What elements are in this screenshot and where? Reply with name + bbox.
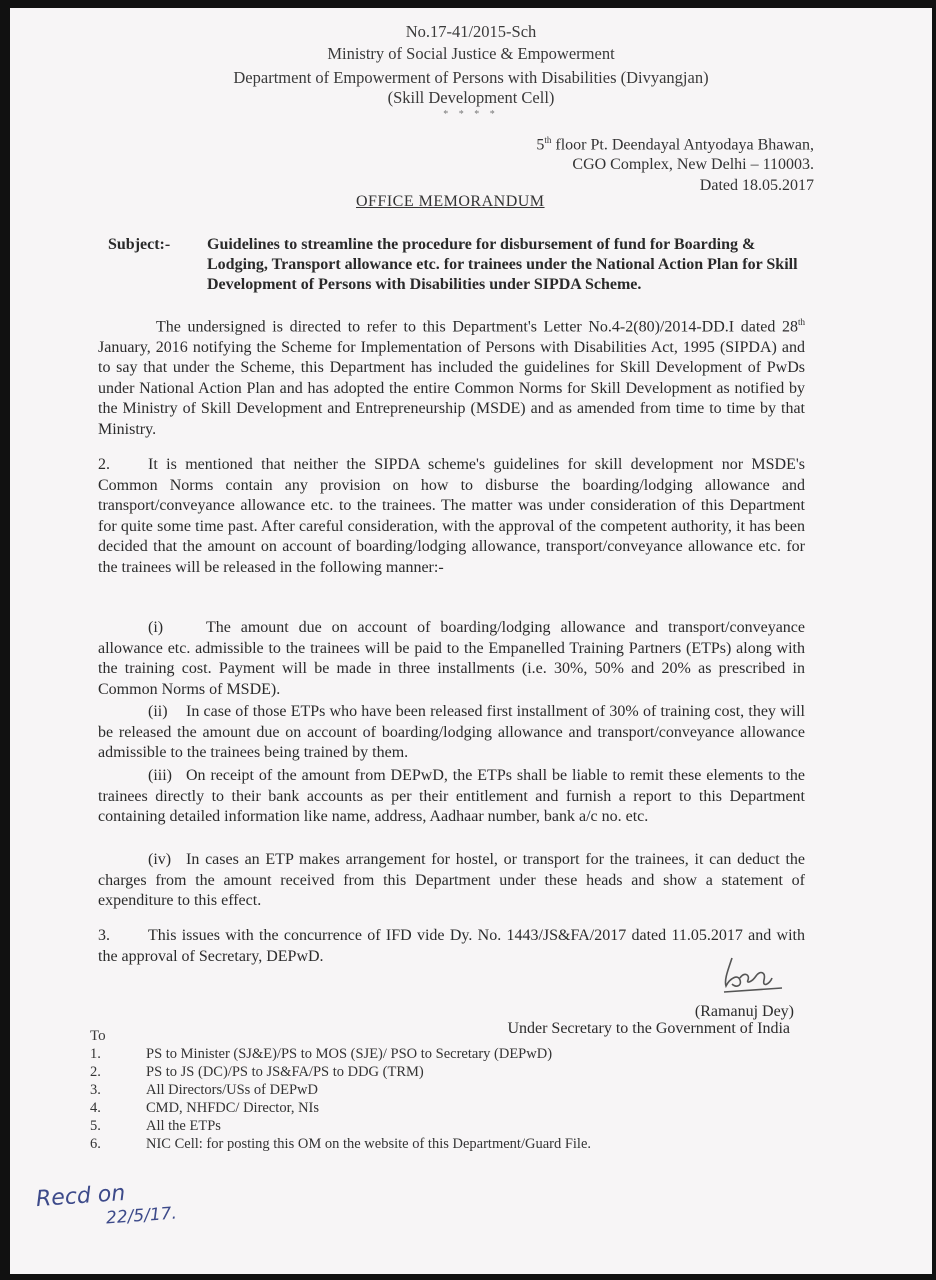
- distribution-item: 3. All Directors/USs of DEPwD: [90, 1082, 318, 1098]
- distribution-item: 2. PS to JS (DC)/PS to JS&FA/PS to DDG (TRM): [90, 1064, 424, 1080]
- paragraph-1: The undersigned is directed to refer to this Department's Letter No.4-2(80)/2014-DD.I dated 28th January, 2016 notifying the Scheme for Implementation of Persons with Disabilities Act, 1995 (SIPDA) and to say that under the Scheme, this Department has included the guidelines for Skill Development of PwDs under National Action Plan and has adopted the entire Common Norms for Skill Development as notified by the Ministry of Skill Development and Entrepreneurship (MSDE) and as amended from time to time by that Ministry.: [98, 317, 805, 438]
- memo-title: OFFICE MEMORANDUM: [356, 193, 545, 210]
- item-i: (i) The amount due on account of boarding/lodging allowance and transport/conveyance allowance etc. admissible to the trainees will be paid to the Empanelled Training Partners (ETPs) along with the training cost. Payment will be made in three installments (i.e. 30%, 50% and 20% as prescribed in Common Norms of MSDE).: [98, 619, 805, 698]
- distribution-item: 4. CMD, NHFDC/ Director, NIs: [90, 1100, 320, 1116]
- department-name: Department of Empowerment of Persons with Disabilities (Divyangjan): [233, 68, 709, 87]
- signatory-designation: Under Secretary to the Government of India: [507, 1020, 790, 1037]
- cell-name: (Skill Development Cell): [387, 88, 555, 107]
- ministry-name: Ministry of Social Justice & Empowerment: [327, 44, 615, 63]
- distribution-item: 6. NIC Cell: for posting this OM on the website of this Department/Guard File.: [90, 1136, 592, 1152]
- item-iv: (iv) In cases an ETP makes arrangement for hostel, or transport for the trainees, it can deduct the charges from the amount received from this Department under these heads and show a statement of expenditure to this effect.: [98, 851, 805, 909]
- paragraph-number: 2.: [98, 456, 110, 473]
- paragraph-number: 3.: [98, 927, 110, 944]
- separator-stars: * * * *: [443, 109, 499, 120]
- distribution-item: 5. All the ETPs: [90, 1118, 221, 1134]
- item-ii: (ii) In case of those ETPs who have been released first installment of 30% of training cost, they will be released the amount due on account of boarding/lodging allowance and transport/conveyance allowance admissible to the trainees being trained by them.: [98, 703, 805, 761]
- subject-label: Subject:-: [108, 236, 171, 253]
- distribution-to-label: To: [90, 1028, 106, 1044]
- document-page: [10, 8, 932, 1274]
- file-number: No.17-41/2015-Sch: [405, 22, 537, 41]
- item-iii: (iii) On receipt of the amount from DEPwD, the ETPs shall be liable to remit these elements to the trainees directly to their bank accounts as per their entitlement and furnish a report to this Department containing detailed information like name, address, Aadhaar number, bank a/c no. etc.: [98, 767, 805, 825]
- distribution-item: 1. PS to Minister (SJ&E)/PS to MOS (SJE)/ PSO to Secretary (DEPwD): [90, 1046, 553, 1062]
- memo-date: Dated 18.05.2017: [699, 177, 814, 194]
- received-note-line1: Recd on: [35, 1180, 127, 1213]
- paragraph-3: 3. This issues with the concurrence of IFD vide Dy. No. 1443/JS&FA/2017 dated 11.05.2017 and with the approval of Secretary, DEPwD.: [98, 927, 805, 965]
- subject-text: Guidelines to streamline the procedure for disbursement of fund for Boarding & Lodging, Transport allowance etc. for trainees under the National Action Plan for Skill Development of Persons with Disabilities under SIPDA Scheme.: [207, 236, 798, 293]
- paragraph-2: 2. It is mentioned that neither the SIPDA scheme's guidelines for skill development nor MSDE's Common Norms contain any provision on how to disburse the boarding/lodging allowance and transport/conveyance allowance etc. to the trainees. The matter was under consideration of this Department for quite some time past. After careful consideration, with the approval of the competent authority, it has been decided that the amount on account of boarding/lodging allowance, transport/conveyance allowance etc. for the trainees will be released in the following manner:-: [98, 456, 805, 576]
- signature-mark: [710, 950, 810, 1000]
- subject-block: [108, 235, 808, 295]
- signatory-name: (Ramanuj Dey): [694, 1003, 794, 1020]
- address-line-2: CGO Complex, New Delhi – 110003.: [572, 156, 814, 173]
- address-line-1: 5th floor Pt. Deendayal Antyodaya Bhawan,: [536, 135, 814, 154]
- received-note-date: 22/5/17.: [105, 1203, 178, 1229]
